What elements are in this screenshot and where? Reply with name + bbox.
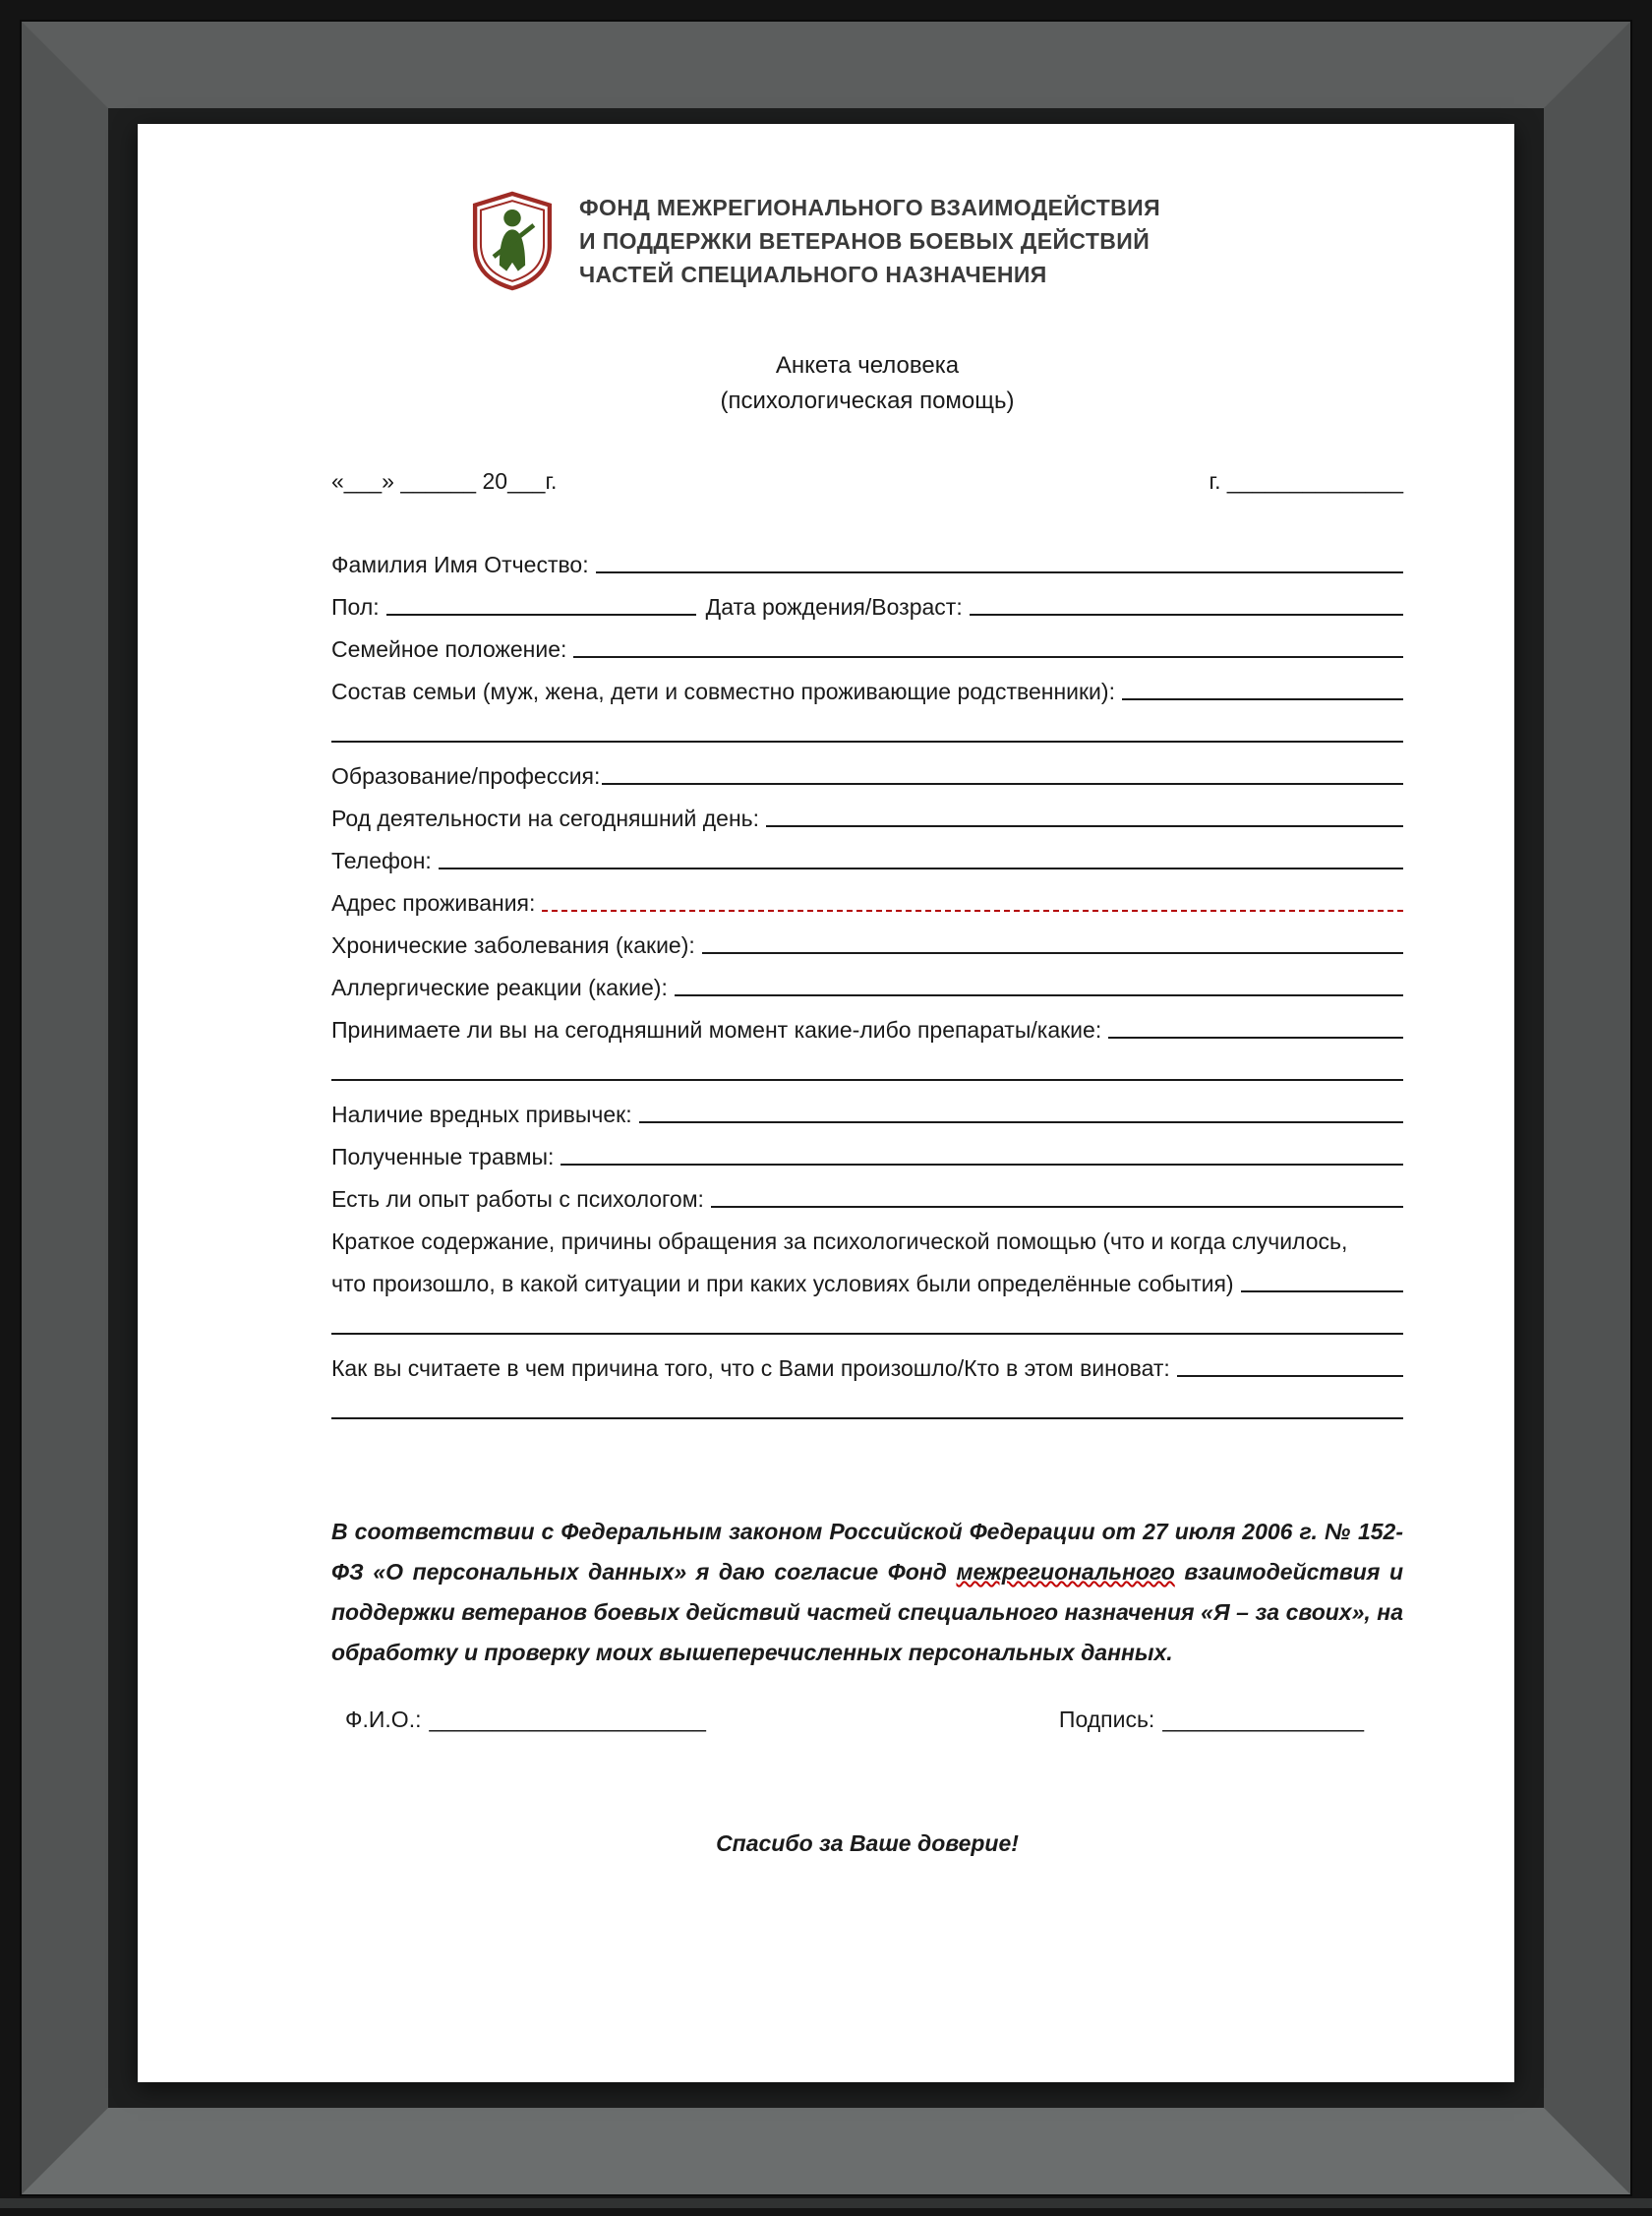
blank-line-allergy: [675, 977, 1403, 996]
field-label-chronic: Хронические заболевания (какие):: [331, 932, 695, 958]
field-label-allergy: Аллергические реакции (какие):: [331, 975, 668, 1000]
blank-line-meds: [1108, 1019, 1403, 1039]
thanks-line: Спасибо за Ваше доверие!: [716, 1830, 1019, 1856]
org-name-line-2: И ПОДДЕРЖКИ ВЕТЕРАНОВ БОЕВЫХ ДЕЙСТВИЙ: [579, 228, 1150, 254]
field-row-psych-exp: [331, 1171, 1403, 1214]
field-row-family: [331, 664, 1403, 706]
form-fields: [331, 537, 1403, 1425]
blank-line-education: [602, 765, 1403, 785]
sign-pair: [1059, 1707, 1364, 1746]
document-page: [138, 124, 1514, 2082]
org-name-line-3: ЧАСТЕЙ СПЕЦИАЛЬНОГО НАЗНАЧЕНИЯ: [579, 262, 1047, 287]
city-blank: г. ______________: [1209, 468, 1403, 494]
field-label-marital: Семейное положение:: [331, 636, 567, 662]
field-row-injuries: [331, 1129, 1403, 1171]
signature-row: [331, 1707, 1403, 1746]
blank-line-meds-2: [331, 1061, 1403, 1081]
field-row-address: [331, 875, 1403, 918]
field-label-occupation: Род деятельности на сегодняшний день:: [331, 806, 760, 831]
consent-spellcheck-word: межрегионального: [956, 1559, 1175, 1585]
blank-line-blame: [1177, 1357, 1403, 1377]
field-row-marital: [331, 622, 1403, 664]
date-row: [331, 468, 1403, 498]
blank-line-summary: [1241, 1273, 1403, 1292]
consent-paragraph: [331, 1512, 1403, 1673]
shield-soldier-logo-icon: [469, 191, 556, 291]
field-label-summary-2: что произошло, в какой ситуации и при каких условиях были определённые события): [331, 1271, 1234, 1296]
field-label-education: Образование/профессия:: [331, 763, 601, 789]
field-row-fio: [331, 537, 1403, 579]
field-label-summary-1: Краткое содержание, причины обращения за психологической помощью (что и когда случилось,: [331, 1228, 1348, 1254]
field-row-summary-2: [331, 1256, 1403, 1298]
date-blank: «___» ______ 20___г.: [331, 468, 558, 494]
blank-line-psych-exp: [711, 1188, 1403, 1208]
field-row-meds: [331, 1002, 1403, 1045]
field-row-gender-birth: [331, 579, 1403, 622]
continuation-line-family: [331, 706, 1403, 749]
field-label-address: Адрес проживания:: [331, 890, 536, 916]
form-title: Анкета человека: [775, 352, 960, 379]
field-row-education: [331, 749, 1403, 791]
org-name: [579, 191, 1160, 291]
blank-line-family-2: [331, 723, 1403, 743]
field-label-fio: Фамилия Имя Отчество:: [331, 552, 589, 577]
field-label-habits: Наличие вредных привычек:: [331, 1102, 632, 1127]
field-label-gender: Пол:: [331, 594, 380, 620]
blank-line-family: [1122, 681, 1403, 700]
consent-text-part2: взаимодействия и поддержки ветеранов боевых действий частей специального назначения «Я – за своих», на обработку и проверку моих вышеперечисленных персональных данных.: [331, 1559, 1403, 1665]
field-row-occupation: [331, 791, 1403, 833]
blank-line-habits: [639, 1104, 1403, 1123]
blank-line-blame-2: [331, 1400, 1403, 1419]
field-row-summary-1: [331, 1214, 1403, 1256]
blank-line-birth: [970, 596, 1403, 616]
blank-line-marital: [573, 638, 1403, 658]
blank-line-fio: [596, 554, 1403, 573]
form-subtitle: (психологическая помощь): [720, 388, 1015, 414]
signature-blank-line: ________________: [1162, 1707, 1364, 1732]
continuation-line-meds: [331, 1045, 1403, 1087]
blank-line-summary-2: [331, 1315, 1403, 1335]
org-name-line-1: ФОНД МЕЖРЕГИОНАЛЬНОГО ВЗАИМОДЕЙСТВИЯ: [579, 195, 1161, 220]
blank-line-chronic: [702, 934, 1403, 954]
blank-line-phone: [439, 850, 1403, 869]
field-row-allergy: [331, 960, 1403, 1002]
consent-text-part1: В соответствии с Федеральным законом Российской Федерации от 27 июля 2006 г. № 152-ФЗ «О персональных данных» я даю согласие Фонд: [331, 1519, 1403, 1585]
field-label-phone: Телефон:: [331, 848, 432, 873]
blank-line-address-spellcheck: [542, 892, 1403, 912]
fio-label: Ф.И.О.:: [345, 1707, 422, 1732]
picture-frame: [22, 22, 1630, 2194]
blank-line-gender: [386, 596, 696, 616]
field-row-blame: [331, 1341, 1403, 1383]
field-row-chronic: [331, 918, 1403, 960]
field-label-family: Состав семьи (муж, жена, дети и совместно проживающие родственники):: [331, 679, 1115, 704]
fio-blank-line: ______________________: [429, 1707, 706, 1732]
field-row-habits: [331, 1087, 1403, 1129]
org-header: [469, 187, 1403, 295]
continuation-line-summary: [331, 1298, 1403, 1341]
field-label-birth: Дата рождения/Возраст:: [705, 594, 963, 620]
blank-line-occupation: [766, 808, 1403, 827]
fio-signature-pair: [345, 1707, 706, 1746]
field-row-phone: [331, 833, 1403, 875]
field-label-psych-exp: Есть ли опыт работы с психологом:: [331, 1186, 704, 1212]
frame-mat: [108, 108, 1544, 2108]
field-label-injuries: Полученные травмы:: [331, 1144, 555, 1169]
continuation-line-blame: [331, 1383, 1403, 1425]
field-label-blame: Как вы считаете в чем причина того, что с Вами произошло/Кто в этом виноват:: [331, 1355, 1170, 1381]
blank-line-injuries: [560, 1146, 1403, 1166]
field-label-meds: Принимаете ли вы на сегодняшний момент какие-либо препараты/какие:: [331, 1017, 1102, 1043]
signature-label: Подпись:: [1058, 1707, 1155, 1732]
